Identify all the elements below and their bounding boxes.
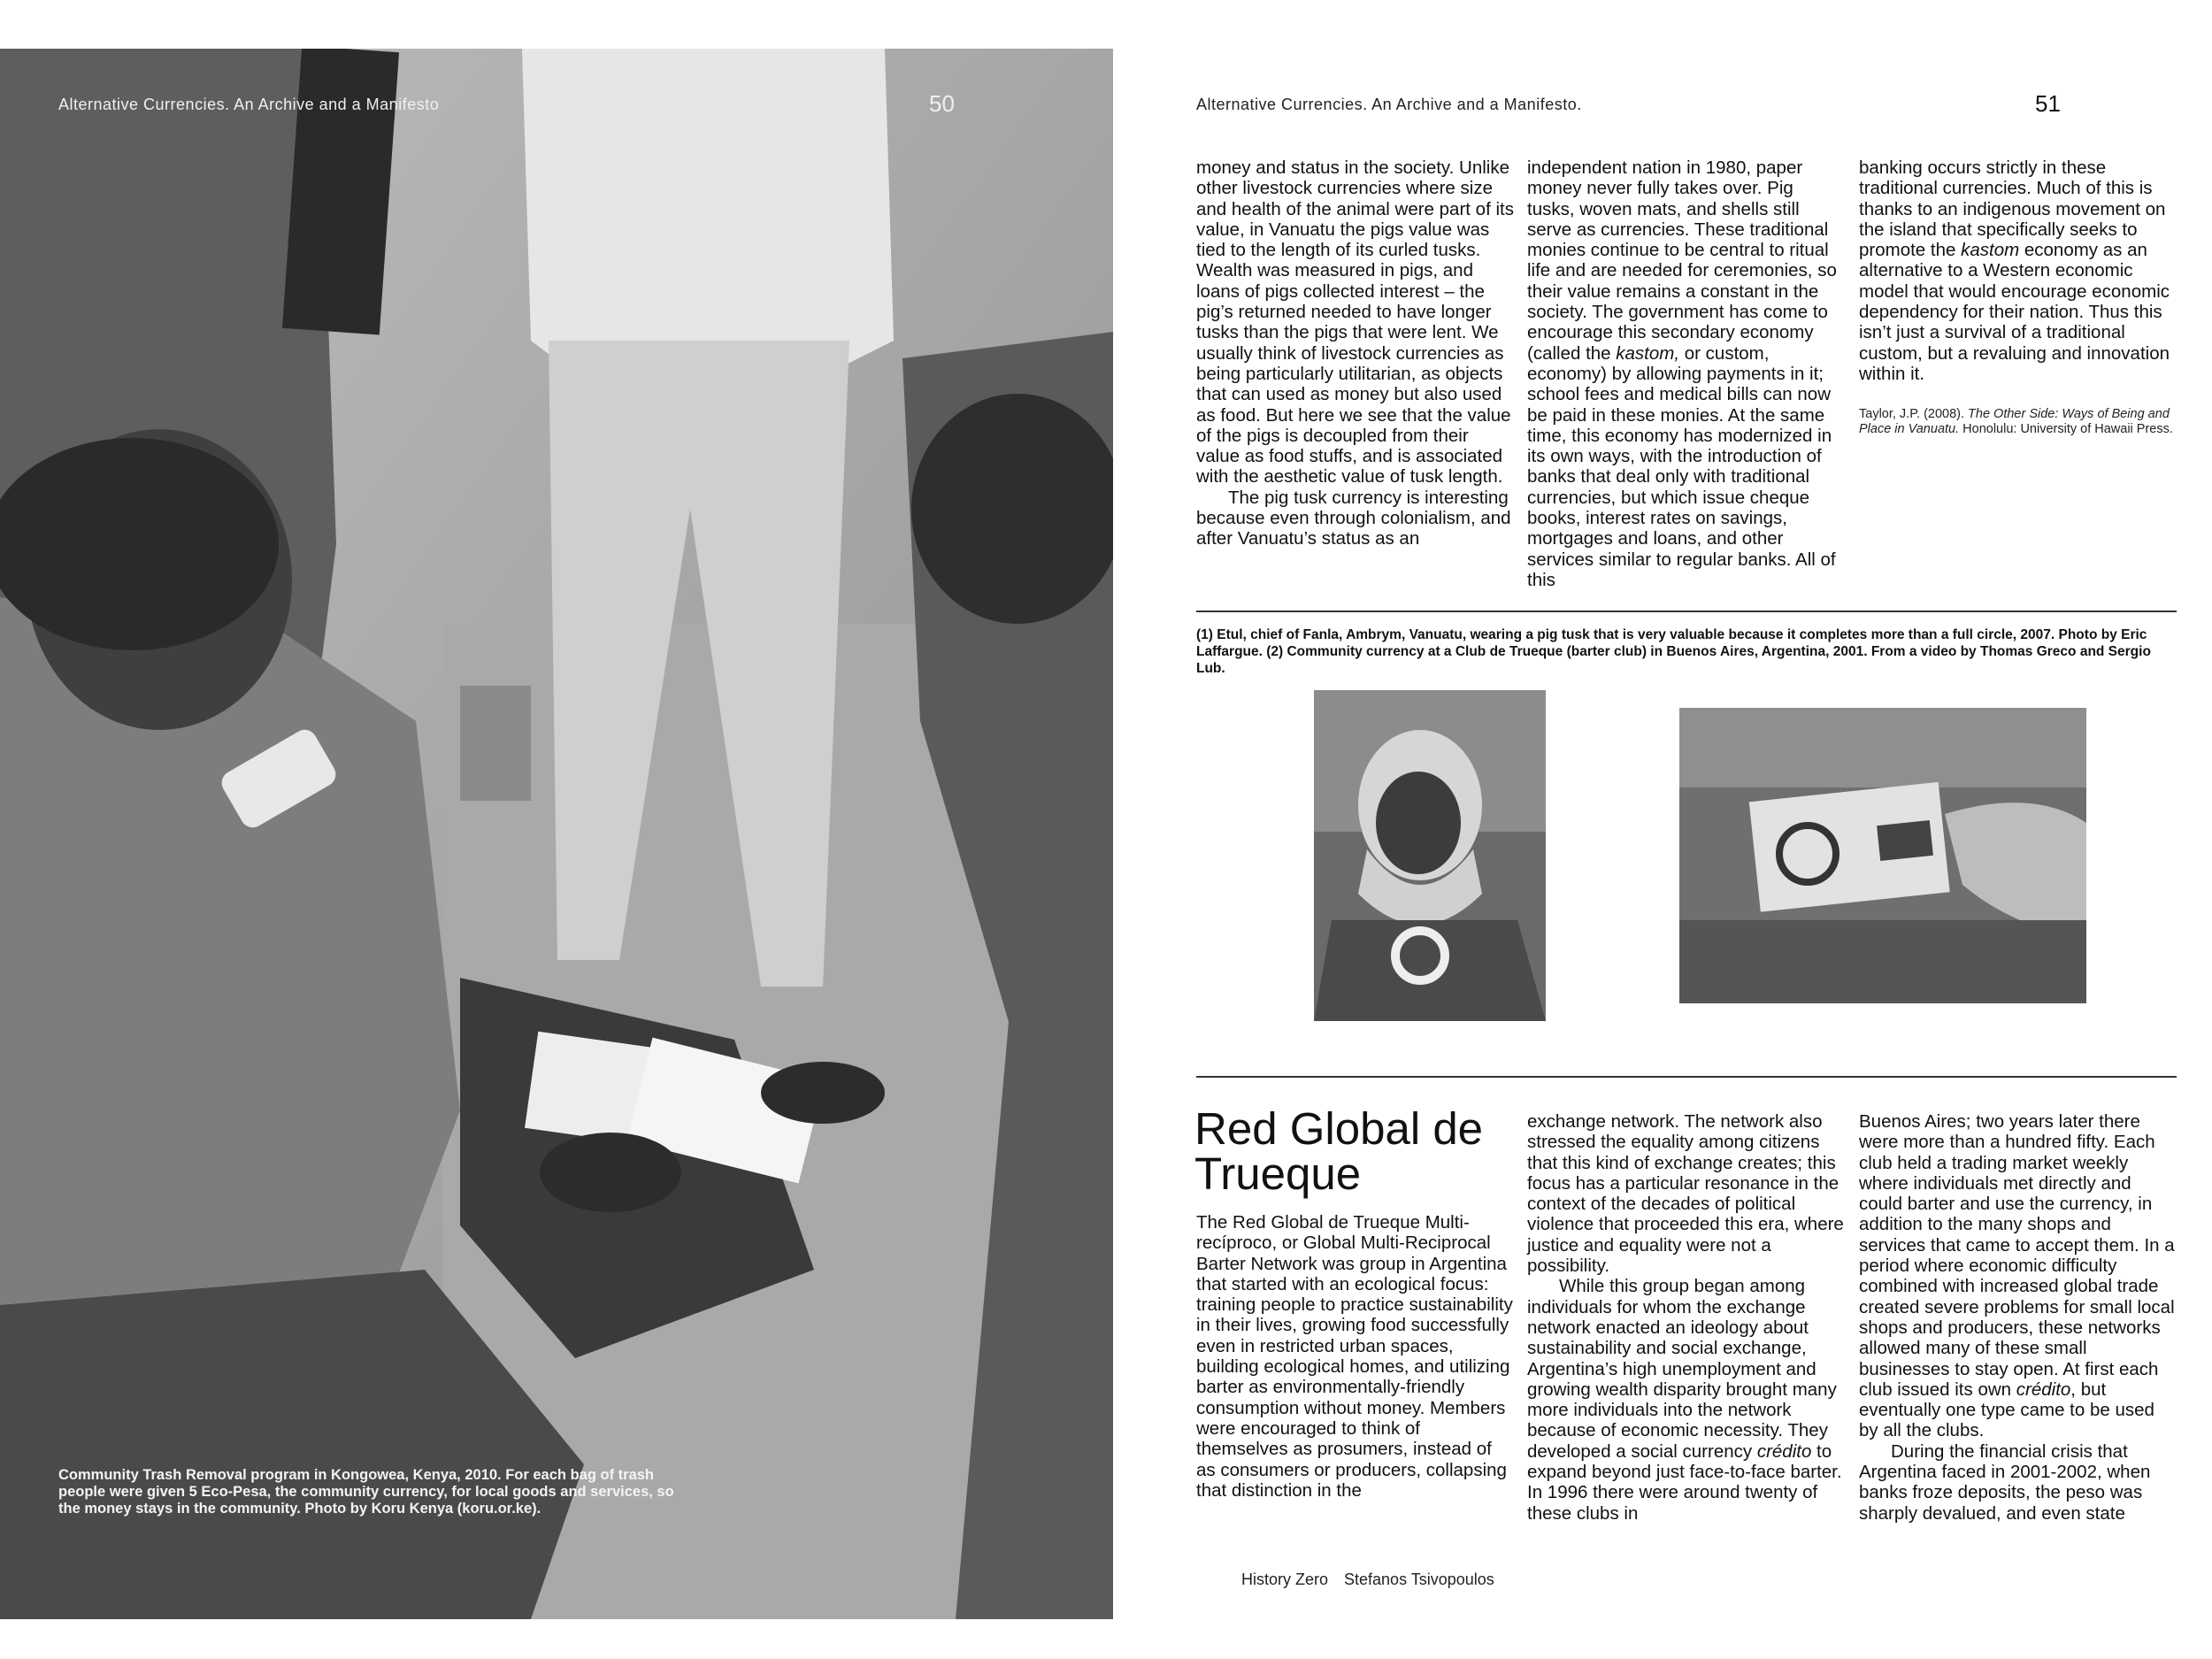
page-footer bbox=[1241, 1571, 1494, 1589]
figure-caption: (1) Etul, chief of Fanla, Ambrym, Vanuatu, wearing a pig tusk that is very valuable because it completes more than a full circle, 2007. Photo by Eric Laffargue. (2) Community currency at a Club de Trueque (barter club) in Buenos Aires, Argentina, 2001. From a video by Thomas Greco and Sergio Lub. bbox=[1196, 627, 2151, 676]
paragraph: While this group began among individuals for whom the exchange network enacted an ideology about sustainability and social exchange, Argentina’s high unemployment and growing wealth disparity brought many more individuals into the network because of economic necessity. They developed a social currency crédito to expand beyond just face-to-face barter. In 1996 there were around twenty of these clubs in bbox=[1527, 1276, 1842, 1524]
paragraph: independent nation in 1980, paper money never fully takes over. Pig tusks, woven mats, and shells still serve as currencies. These traditional monies continue to be central to ritual life and are needed for ceremonies, so their value remains a constant in the society. The government has come to encourage this secondary economy (called the kastom, or custom, economy) by allowing payments in it; school fees and medical bills can now be paid in these monies. At the same time, this economy has modernized in its own ways, with the introduction of banks that deal only with traditional currencies, but which issue cheque books, interest rates on savings, mortgages and loans, and other services similar to regular banks. All of this bbox=[1527, 157, 1837, 590]
section-column-3 bbox=[1859, 1111, 2177, 1524]
left-page-number: 50 bbox=[929, 90, 955, 117]
divider-rule bbox=[1196, 611, 2177, 612]
chief-portrait-photo bbox=[1314, 690, 1546, 1021]
left-running-header: Alternative Currencies. An Archive and a Manifesto bbox=[58, 96, 440, 113]
footer-book-title: History Zero bbox=[1241, 1571, 1329, 1588]
section-column-2 bbox=[1527, 1111, 1846, 1524]
section-title: Red Global de Trueque bbox=[1194, 1103, 1484, 1199]
right-page-number: 51 bbox=[2035, 90, 2061, 117]
divider-rule bbox=[1196, 1076, 2177, 1078]
barter-currency-photo bbox=[1679, 708, 2086, 1003]
body-column-1 bbox=[1196, 157, 1515, 549]
section-column-1 bbox=[1196, 1212, 1515, 1501]
body-column-3 bbox=[1859, 157, 2177, 384]
paragraph: During the financial crisis that Argentina faced in 2001-2002, when banks froze deposits, the peso was sharply devalued, and even state bbox=[1859, 1440, 2151, 1524]
community-trash-photo bbox=[0, 49, 1113, 1619]
paragraph: The Red Global de Trueque Multi-recíproco, or Global Multi-Reciprocal Barter Network was group in Argentina that started with an ecological focus: training people to practice sustainability in their lives, growing food successfully even in restricted urban spaces, building ecological homes, and utilizing barter as environmentally-friendly consumption without money. Members were encouraged to think of themselves as prosumers, instead of as consumers or producers, collapsing that distinction in the bbox=[1196, 1212, 1513, 1501]
paragraph: banking occurs strictly in these traditional currencies. Much of this is thanks to an indigenous movement on the island that specifically seeks to promote the kastom economy as an alternative to a Western economic model that would encourage economic dependency for their nation. Thus this isn’t just a survival of a traditional custom, but a revaluing and innovation within it. bbox=[1859, 157, 2170, 384]
paragraph: Buenos Aires; two years later there were more than a hundred fifty. Each club held a trading market weekly where individuals met directly and could barter and use the currency, in addition to the many shops and services that came to accept them. In a period where economic difficulty combined with increased global trade created severe problems for small local shops and producers, these networks allowed many of these small businesses to stay open. At first each club issued its own crédito, but eventually one type came to be used by all the clubs. bbox=[1859, 1111, 2175, 1441]
bibliographic-reference: Taylor, J.P. (2008). The Other Side: Ways of Being and Place in Vanuatu. Honolulu: University of Hawaii Press. bbox=[1859, 407, 2173, 436]
currency-illustration bbox=[1679, 708, 2086, 1003]
left-photo-caption: Community Trash Removal program in Kongowea, Kenya, 2010. For each bag of trash people were given 5 Eco-Pesa, the community currency, for local goods and services, so the money stays in the community. Photo by Koru Kenya (koru.or.ke). bbox=[58, 1467, 674, 1517]
right-running-header: Alternative Currencies. An Archive and a Manifesto. bbox=[1196, 96, 1582, 113]
body-column-2 bbox=[1527, 157, 1846, 590]
footer-author: Stefanos Tsivopoulos bbox=[1344, 1571, 1494, 1588]
photo-illustration bbox=[0, 49, 1113, 1619]
paragraph: The pig tusk currency is interesting because even through colonialism, and after Vanuatu’s status as an bbox=[1196, 487, 1511, 549]
portrait-illustration bbox=[1314, 690, 1546, 1021]
paragraph: money and status in the society. Unlike other livestock currencies where size and health of the animal were part of its value, in Vanuatu the pigs value was tied to the length of its curled tusks. Wealth was measured in pigs, and loans of pigs collected interest – the pig’s returned needed to have longer tusks than the pigs that were lent. We usually think of livestock currencies as being particularly utilitarian, as objects that can used as money but also used as food. But here we see that the value of the pigs is decoupled from their value as food stuffs, and is associated with the aesthetic value of tusk length. bbox=[1196, 157, 1514, 488]
paragraph: exchange network. The network also stressed the equality among citizens that this kind of exchange creates; this focus has a particular resonance in the context of the decades of political violence that proceeded this era, where justice and equality were not a possibility. bbox=[1527, 1111, 1844, 1277]
